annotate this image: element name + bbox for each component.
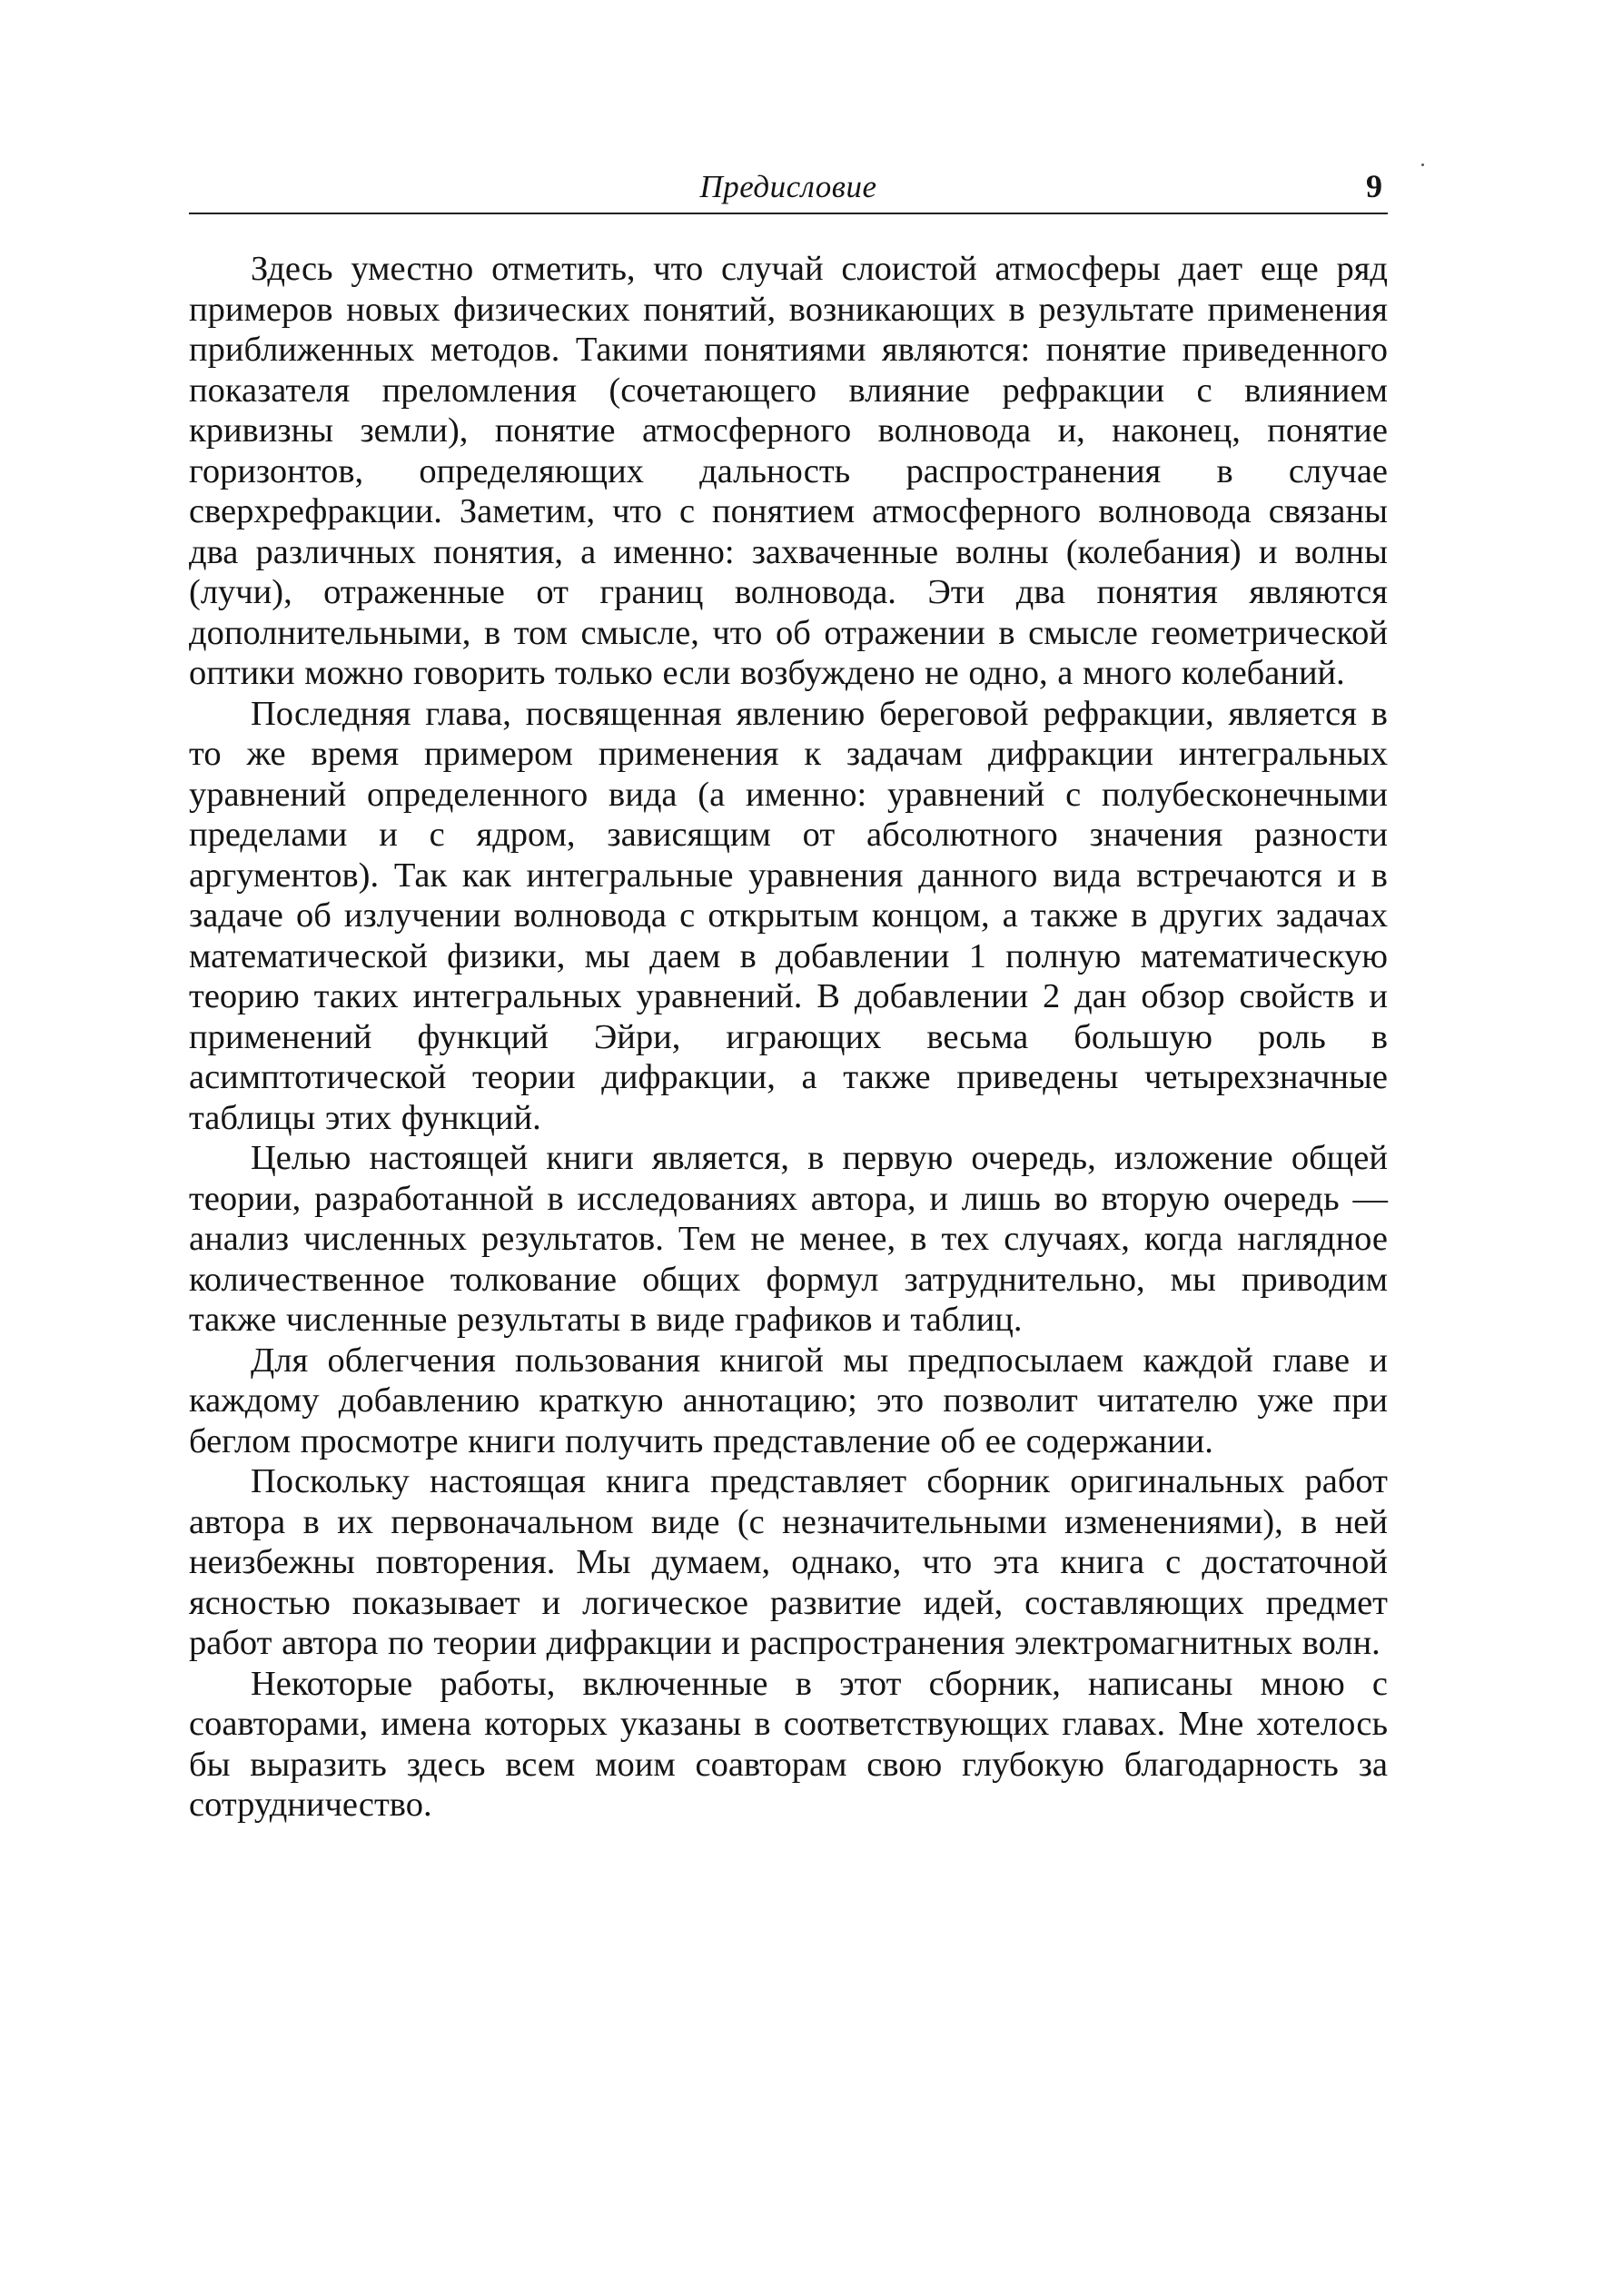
page-number: 9 bbox=[1366, 168, 1382, 204]
running-head bbox=[189, 163, 1388, 214]
scan-speck bbox=[1421, 163, 1424, 166]
paragraph-annotations: Для облегчения пользования книгой мы предпосылаем каждой главе и каждому добавлению краткую аннотацию; это позволит читателю уже при беглом просмотре книги получить представление об ее содержании. bbox=[189, 1341, 1388, 1460]
paragraph-book-purpose: Целью настоящей книги является, в первую очередь, изложение общей теории, разработанной в исследованиях автора, и лишь во вторую очередь — анализ численных результатов. Тем не менее, в тех случаях, когда наглядное количественное толкование общих формул затруднительно, мы приводим также численные результаты в виде графиков и таблиц. bbox=[189, 1139, 1388, 1339]
paragraph-atmosphere: Здесь уместно отметить, что случай слоистой атмосферы дает еще ряд примеров новых физических понятий, возникающих в результате применения приближенных методов. Такими понятиями являются: понятие приведенного показателя преломления (сочетающего влияние рефракции с влиянием кривизны земли), понятие атмосферного волновода и, наконец, понятие горизонтов, определяющих дальность распространения в случае сверхрефракции. Заметим, что с понятием атмосферного волновода связаны два различных понятия, а именно: захваченные волны (колебания) и волны (лучи), отраженные от границ волновода. Эти два понятия являются дополнительными, в том смысле, что об отражении в смысле геометрической оптики можно говорить только если возбуждено не одно, а много колебаний. bbox=[189, 250, 1388, 692]
paragraph-acknowledgements: Некоторые работы, включенные в этот сборник, написаны мною с соавторами, имена которых указаны в соответствующих главах. Мне хотелось бы выразить здесь всем моим соавторам свою глубокую благодарность за сотрудничество. bbox=[189, 1664, 1388, 1824]
body-text bbox=[189, 249, 1388, 1826]
running-title: Предисловие bbox=[699, 169, 877, 204]
paragraph-collection: Поскольку настоящая книга представляет сборник оригинальных работ автора в их первоначальном виде (с незначительными изменениями), в ней неизбежны повторения. Мы думаем, однако, что эта книга с достаточной ясностью показывает и логическое развитие идей, составляющих предмет работ автора по теории дифракции и распространения электромагнитных волн. bbox=[189, 1462, 1388, 1662]
paragraph-coastal-refraction: Последняя глава, посвященная явлению береговой рефракции, является в то же время примером применения к задачам дифракции интегральных уравнений определенного вида (а именно: уравнений с полубесконечными пределами и с ядром, зависящим от абсолютного значения разности аргументов). Так как интегральные уравнения данного вида встречаются и в задаче об излучении волновода с открытым концом, а также в других задачах математической физики, мы даем в добавлении 1 полную математическую теорию таких интегральных уравнений. В добавлении 2 дан обзор свойств и применений функций Эйри, играющих весьма большую роль в асимптотической теории дифракции, а также приведены четырехзначные таблицы этих функций. bbox=[189, 694, 1388, 1137]
book-page bbox=[189, 163, 1388, 1826]
